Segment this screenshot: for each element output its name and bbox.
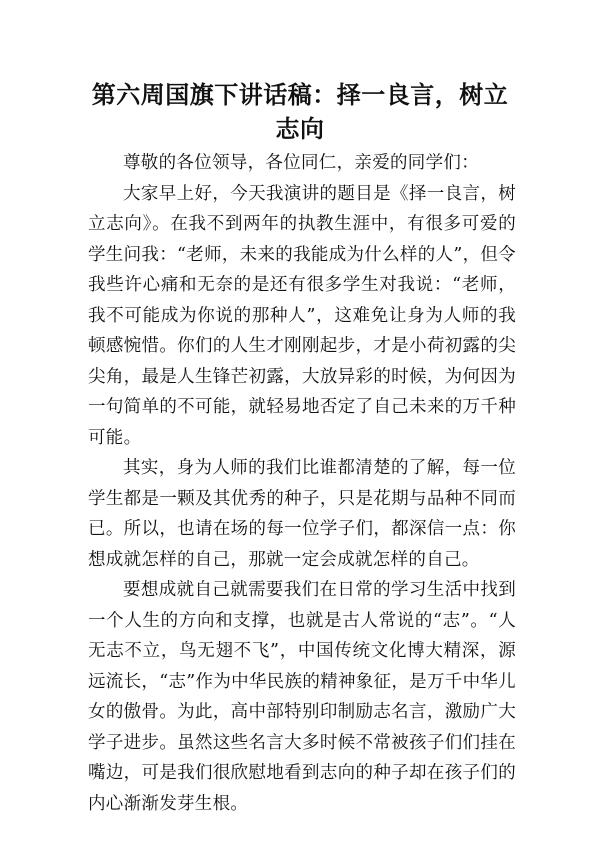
document-body bbox=[88, 148, 516, 819]
paragraph-1: 大家早上好，今天我演讲的题目是《择一良言，树立志向》。在我不到两年的执教生涯中，有很多可爱的学生问我：“老师，未来的我能成为什么样的人”，但令我些许心痛和无奈的是还有很多学生对我说：“老师，我不可能成为你说的那种人”，这难免让身为人师的我顿感惋惜。你们的人生才刚刚起步，才是小荷初露的尖尖角，最是人生锋芒初露，大放异彩的时候，为何因为一句简单的不可能，就轻易地否定了自己未来的万千种可能。 bbox=[88, 183, 516, 448]
paragraph-salutation: 尊敬的各位领导，各位同仁，亲爱的同学们： bbox=[123, 153, 479, 173]
document-title: 第六周国旗下讲话稿：择一良言，树立志向 bbox=[91, 80, 509, 143]
paragraph-3: 要想成就自己就需要我们在日常的学习生活中找到一个人生的方向和支撑，也就是古人常说的“志”。“人无志不立，鸟无翅不飞”，中国传统文化博大精深，源远流长，“志”作为中华民族的精神象征，是万千中华儿女的傲骨。为此，高中部特别印制励志名言，激励广大学子进步。虽然这些名言大多时候不常被孩子们们挂在嘴边，可是我们很欣慰地看到志向的种子却在孩子们的内心渐渐发芽生根。 bbox=[88, 580, 516, 814]
paragraph-2: 其实，身为人师的我们比谁都清楚的了解，每一位学生都是一颗及其优秀的种子，只是花期与品种不同而已。所以，也请在场的每一位学子们，都深信一点：你想成就怎样的自己，那就一定会成就怎样的自己。 bbox=[88, 458, 516, 570]
